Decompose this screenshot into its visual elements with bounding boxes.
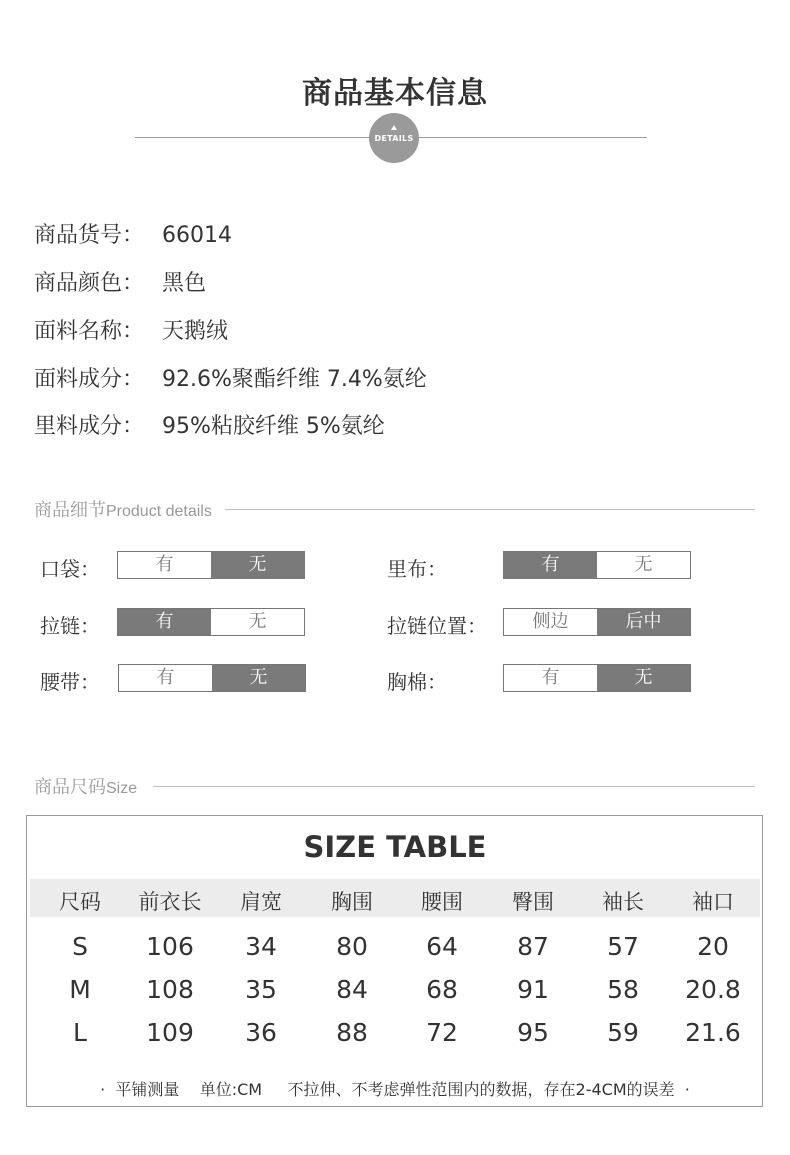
section-title-en: Product details: [106, 503, 212, 520]
toggle-option-back-center[interactable]: 后中: [597, 609, 690, 635]
measurement-note: · 平铺测量 单位:CM 不拉伸、不考虑弹性范围内的数据，存在2-4CM的误差 ·: [100, 1080, 690, 1099]
table-row: [30, 975, 760, 1007]
toggle-option-yes[interactable]: 有: [119, 665, 212, 691]
header-cell: 腰围: [421, 890, 463, 914]
zipper-toggle[interactable]: [117, 608, 305, 636]
toggle-option-yes[interactable]: 有: [118, 609, 211, 635]
info-label: 面料名称：: [34, 319, 145, 344]
header-cell: 尺码: [59, 890, 101, 914]
lining-toggle[interactable]: [503, 551, 691, 579]
detail-label-zipper-position: 拉链位置：: [387, 614, 487, 638]
table-cell: 95: [517, 1018, 549, 1047]
page-title: 商品基本信息: [302, 76, 488, 111]
header-cell: 前衣长: [138, 890, 202, 914]
section-header-size: [34, 773, 137, 799]
table-cell: S: [72, 932, 88, 961]
toggle-option-no[interactable]: 无: [597, 665, 690, 691]
info-row-fabric-name: [34, 314, 228, 345]
table-cell: 64: [426, 932, 458, 961]
table-cell: 108: [146, 975, 194, 1004]
section-divider: [153, 786, 755, 787]
header-cell: 肩宽: [240, 890, 282, 914]
table-cell: 88: [336, 1018, 368, 1047]
title-divider-right: [417, 137, 647, 138]
table-cell: 59: [607, 1018, 639, 1047]
section-title-en: Size: [106, 780, 138, 797]
table-cell: M: [69, 975, 91, 1004]
table-cell: 87: [517, 932, 549, 961]
header-cell: 胸围: [331, 890, 373, 914]
toggle-option-yes[interactable]: 有: [118, 552, 211, 578]
pocket-toggle[interactable]: [117, 551, 305, 579]
section-title-cn: 商品尺码: [34, 777, 106, 798]
detail-label-lining: 里布：: [387, 557, 447, 581]
toggle-option-no[interactable]: 无: [597, 552, 690, 578]
toggle-option-side[interactable]: 侧边: [504, 609, 597, 635]
detail-label-belt: 腰带：: [40, 670, 100, 694]
table-cell: 58: [607, 975, 639, 1004]
toggle-option-no[interactable]: 无: [212, 665, 305, 691]
table-cell: 35: [245, 975, 277, 1004]
title-divider-left: [135, 137, 371, 138]
size-table-title: SIZE TABLE: [303, 830, 487, 864]
info-row-fabric-composition: [34, 362, 427, 393]
info-value: 黑色: [162, 271, 207, 296]
caret-up-icon: [391, 125, 397, 130]
info-label: 里料成分：: [34, 414, 145, 439]
belt-toggle[interactable]: [118, 664, 306, 692]
info-value: 92.6%聚酯纤维 7.4%氨纶: [162, 367, 427, 392]
detail-label-chest-padding: 胸棉：: [387, 670, 447, 694]
table-cell: 36: [245, 1018, 277, 1047]
detail-label-pocket: 口袋：: [40, 557, 100, 581]
table-row: [30, 1018, 760, 1050]
header-cell: 臀围: [512, 890, 554, 914]
table-cell: 20: [697, 932, 729, 961]
info-label: 商品颜色：: [34, 271, 145, 296]
info-row-color: [34, 266, 206, 297]
toggle-option-yes[interactable]: 有: [504, 552, 597, 578]
detail-label-zipper: 拉链：: [40, 614, 100, 638]
details-badge: [369, 113, 419, 163]
table-cell: 68: [426, 975, 458, 1004]
size-table-header: [30, 879, 760, 917]
table-cell: 106: [146, 932, 194, 961]
table-cell: 57: [607, 932, 639, 961]
details-badge-label: DETAILS: [374, 134, 414, 143]
table-cell: 91: [517, 975, 549, 1004]
info-label: 商品货号：: [34, 223, 145, 248]
table-cell: 20.8: [685, 975, 741, 1004]
table-cell: 109: [146, 1018, 194, 1047]
section-title-cn: 商品细节: [34, 500, 106, 521]
table-cell: L: [73, 1018, 87, 1047]
info-value: 95%粘胶纤维 5%氨纶: [162, 414, 385, 439]
header-cell: 袖长: [602, 890, 644, 914]
table-cell: 80: [336, 932, 368, 961]
section-header-details: [34, 496, 212, 522]
chest-padding-toggle[interactable]: [503, 664, 691, 692]
header-cell: 袖口: [692, 890, 734, 914]
info-value: 66014: [162, 223, 232, 248]
table-row: [30, 932, 760, 964]
info-label: 面料成分：: [34, 367, 145, 392]
toggle-option-no[interactable]: 无: [211, 552, 304, 578]
table-cell: 21.6: [685, 1018, 741, 1047]
section-divider: [225, 509, 755, 510]
info-row-item-number: [34, 218, 232, 249]
zipper-position-toggle[interactable]: [503, 608, 691, 636]
toggle-option-yes[interactable]: 有: [504, 665, 597, 691]
info-row-lining-composition: [34, 409, 385, 440]
toggle-option-no[interactable]: 无: [211, 609, 304, 635]
table-cell: 72: [426, 1018, 458, 1047]
table-cell: 84: [336, 975, 368, 1004]
table-cell: 34: [245, 932, 277, 961]
info-value: 天鹅绒: [162, 319, 229, 344]
